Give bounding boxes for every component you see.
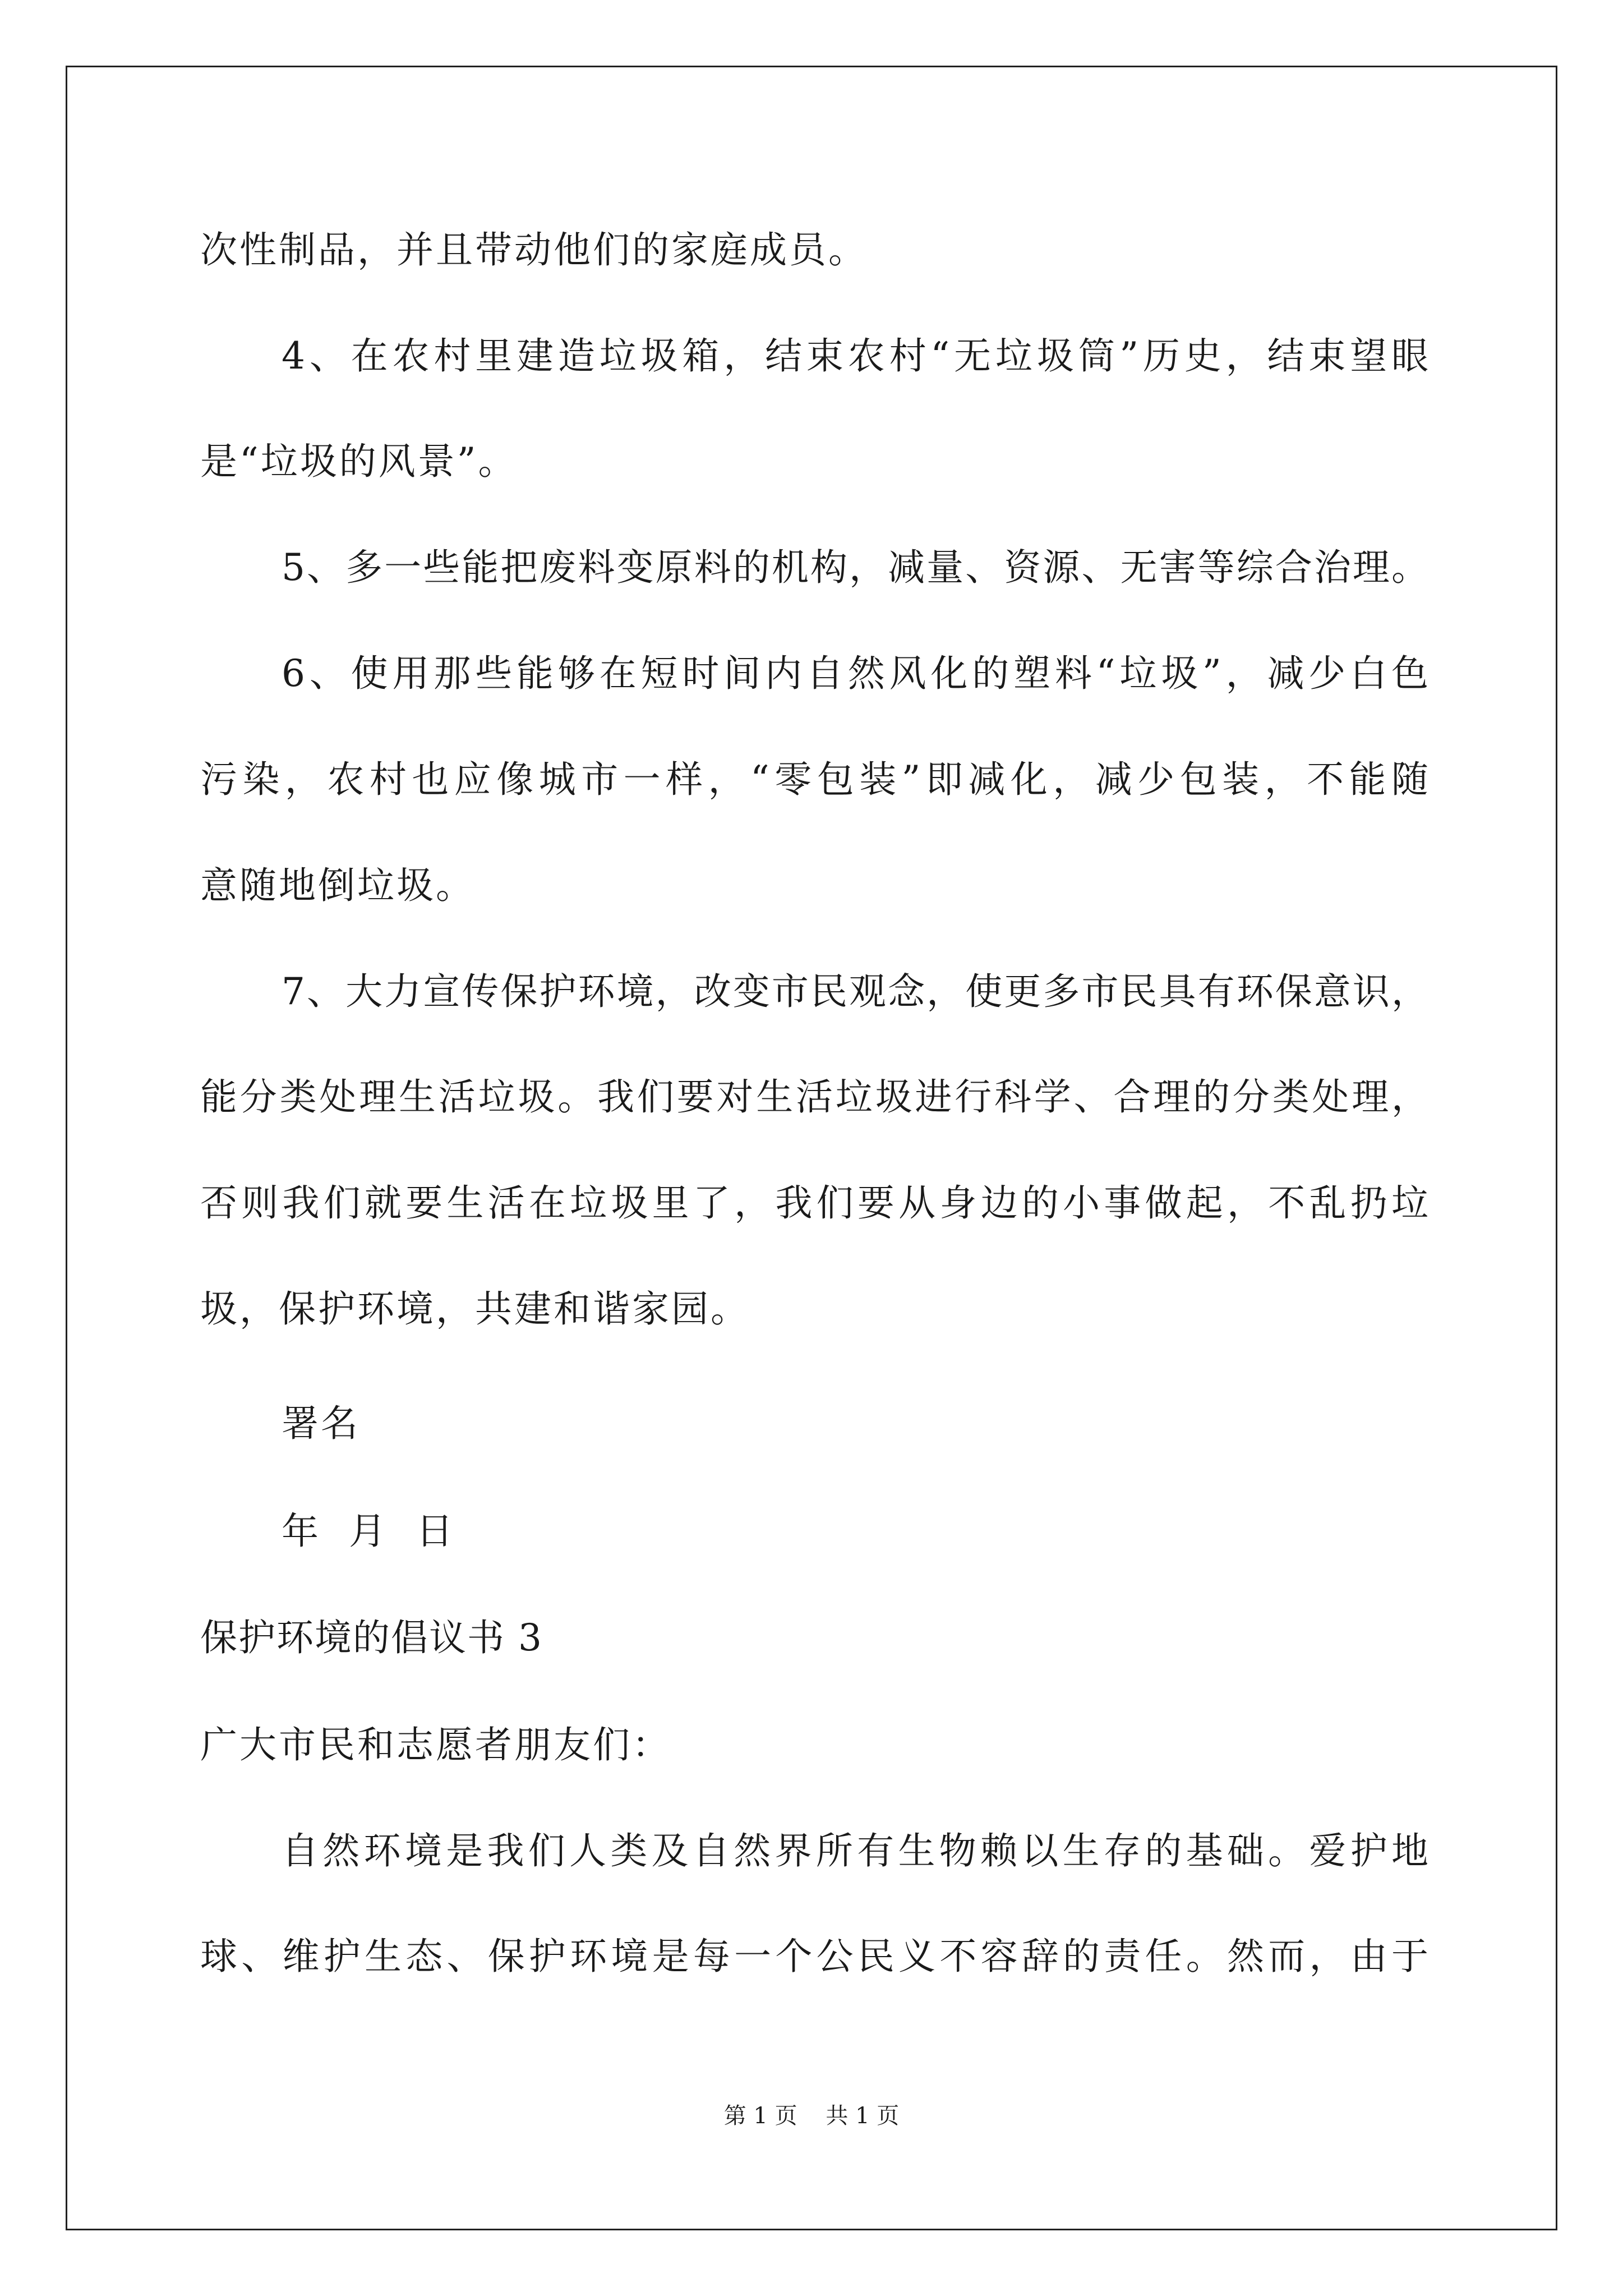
page-footer: 第 1 页 共 1 页	[723, 2103, 900, 2129]
text-line: 能分类处理生活垃圾。我们要对生活垃圾进行科学、合理的分类处理，	[200, 1075, 1428, 1119]
text-line: 球、维护生态、保护环境是每一个公民义不容辞的责任。然而，由于	[200, 1935, 1428, 1978]
text-line: 意随地倒垃圾。	[200, 864, 475, 907]
paragraph-line: 6、使用那些能够在短时间内自然风化的塑料“垃圾”，减少白色	[282, 652, 1428, 695]
salutation: 广大市民和志愿者朋友们：	[200, 1723, 671, 1766]
signature-label: 署名	[282, 1402, 360, 1445]
paragraph-line: 4、在农村里建造垃圾箱，结束农村“无垃圾筒”历史，结束望眼	[282, 334, 1428, 378]
paragraph-line: 自然环境是我们人类及自然界所有生物赖以生存的基础。爱护地	[282, 1829, 1428, 1872]
page-frame	[66, 66, 1557, 2230]
text-line: 污染，农村也应像城市一样，“零包装”即减化，减少包装，不能随	[200, 758, 1428, 801]
text-line: 否则我们就要生活在垃圾里了，我们要从身边的小事做起，不乱扔垃	[200, 1181, 1428, 1225]
paragraph-line: 7、大力宣传保护环境，改变市民观念，使更多市民具有环保意识，	[282, 970, 1428, 1013]
section-title: 保护环境的倡议书 3	[200, 1616, 543, 1659]
text-line: 圾，保护环境，共建和谐家园。	[200, 1287, 750, 1331]
text-line: 是“垃圾的风景”。	[200, 440, 518, 483]
paragraph-line: 5、多一些能把废料变原料的机构，减量、资源、无害等综合治理。	[282, 546, 1428, 589]
date-line: 年 月 日	[282, 1510, 455, 1553]
text-line: 次性制品，并且带动他们的家庭成员。	[200, 228, 868, 272]
